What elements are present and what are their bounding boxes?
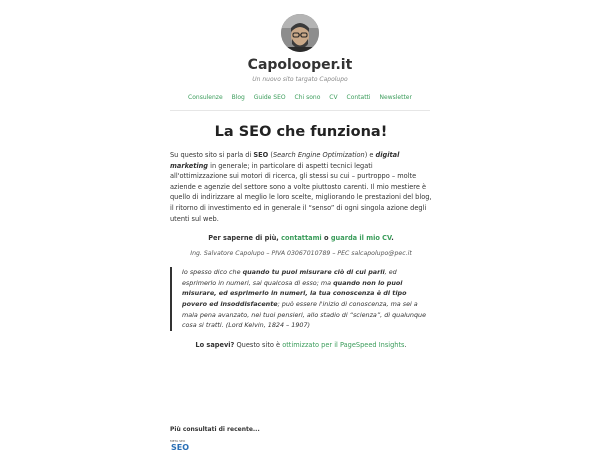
avatar-photo-icon: [281, 14, 319, 52]
quote-part-1: Io spesso dico che: [182, 268, 243, 277]
nav-item-blog[interactable]: Blog: [231, 94, 245, 101]
quote-part-3: , ed esprimerlo in numeri, sai qualcosa di esso; ma: [182, 268, 397, 287]
page-heading: La SEO che funziona!: [214, 124, 388, 140]
main-nav: [0, 94, 600, 101]
nav-item-consulenze[interactable]: Consulenze: [188, 94, 223, 101]
quote-part-5: ; può essere l'inizio di conoscenza, ma sei a mala pena avanzato, nei tuoi pensieri, allo stadio di “scienza”, di qualunque cosa si tratti. (Lord Kelvin, 1824 – 1907): [182, 299, 427, 330]
header-divider: [170, 110, 430, 111]
nav-item-chi-sono[interactable]: Chi sono: [294, 94, 321, 101]
recent-heading: Più consultati di recente...: [170, 426, 260, 433]
intro-digital-marketing: digital marketing: [170, 151, 400, 170]
thumb-caption: META SEO: [170, 439, 186, 443]
cta-middle: o: [321, 234, 331, 243]
pagespeed-link[interactable]: ottimizzato per il PageSpeed Insights: [282, 340, 405, 349]
quote-part-2: quando tu puoi misurare ciò di cui parli: [242, 268, 385, 277]
cv-link[interactable]: guarda il mio CV: [330, 234, 392, 243]
intro-paragraph: [170, 150, 432, 224]
svg-text:SEO: SEO: [171, 443, 190, 450]
site-tagline: Un nuovo sito targato Capolupo: [252, 76, 348, 83]
cta-line: [170, 233, 432, 243]
avatar[interactable]: [281, 14, 319, 52]
nav-item-guide-seo[interactable]: Guide SEO: [253, 94, 286, 101]
main-content: [170, 120, 432, 350]
vat-line: Ing. Salvatore Capolupo – PIVA 03067010789 – PEC salcapolupo@pec.it: [190, 250, 412, 258]
intro-seo-full: Search Engine Optimization: [272, 151, 365, 159]
contact-link[interactable]: contattami: [281, 234, 322, 243]
nav-item-cv[interactable]: CV: [329, 94, 338, 101]
recent-post-thumbnail[interactable]: [170, 439, 200, 450]
nav-item-contatti[interactable]: Contatti: [346, 94, 371, 101]
cta-prefix: Per saperne di più,: [208, 234, 282, 243]
cta-suffix: .: [391, 234, 394, 243]
intro-text-1: Su questo sito si parla di: [170, 151, 254, 159]
site-title[interactable]: Capolooper.it: [247, 57, 353, 73]
intro-text-4: in generale; in particolare di aspetti tecnici legati all'ottimizzazione sui motori di ricerca, gli stessi su cui – purtroppo – molte aziende e agenzie del settore sono a volte piuttosto carenti. Il mio mestiere è quello di indirizzare al meglio le loro scelte, migliorando le prestazioni del blog, il ritorno di investimento ed in generale il “senso” di ogni singola azione degli utenti sul web.: [170, 161, 432, 223]
intro-text-2: (: [268, 151, 273, 159]
sapevi-bold: Lo sapevi?: [195, 340, 235, 349]
sapevi-text: Questo sito è: [234, 340, 283, 349]
intro-text-3: ) e: [364, 151, 376, 159]
nav-item-newsletter[interactable]: Newsletter: [379, 94, 412, 101]
seo-logo-icon: [170, 439, 200, 450]
recent-section: [170, 426, 432, 450]
quote-part-4: quando non lo puoi misurare, ed esprimerlo in numeri, la tua conoscenza è di tipo povero ed insoddisfacente: [182, 278, 407, 308]
pagespeed-note: [170, 340, 432, 350]
sapevi-end: .: [404, 340, 407, 349]
kelvin-quote: [170, 267, 432, 331]
intro-seo: SEO: [253, 151, 269, 159]
